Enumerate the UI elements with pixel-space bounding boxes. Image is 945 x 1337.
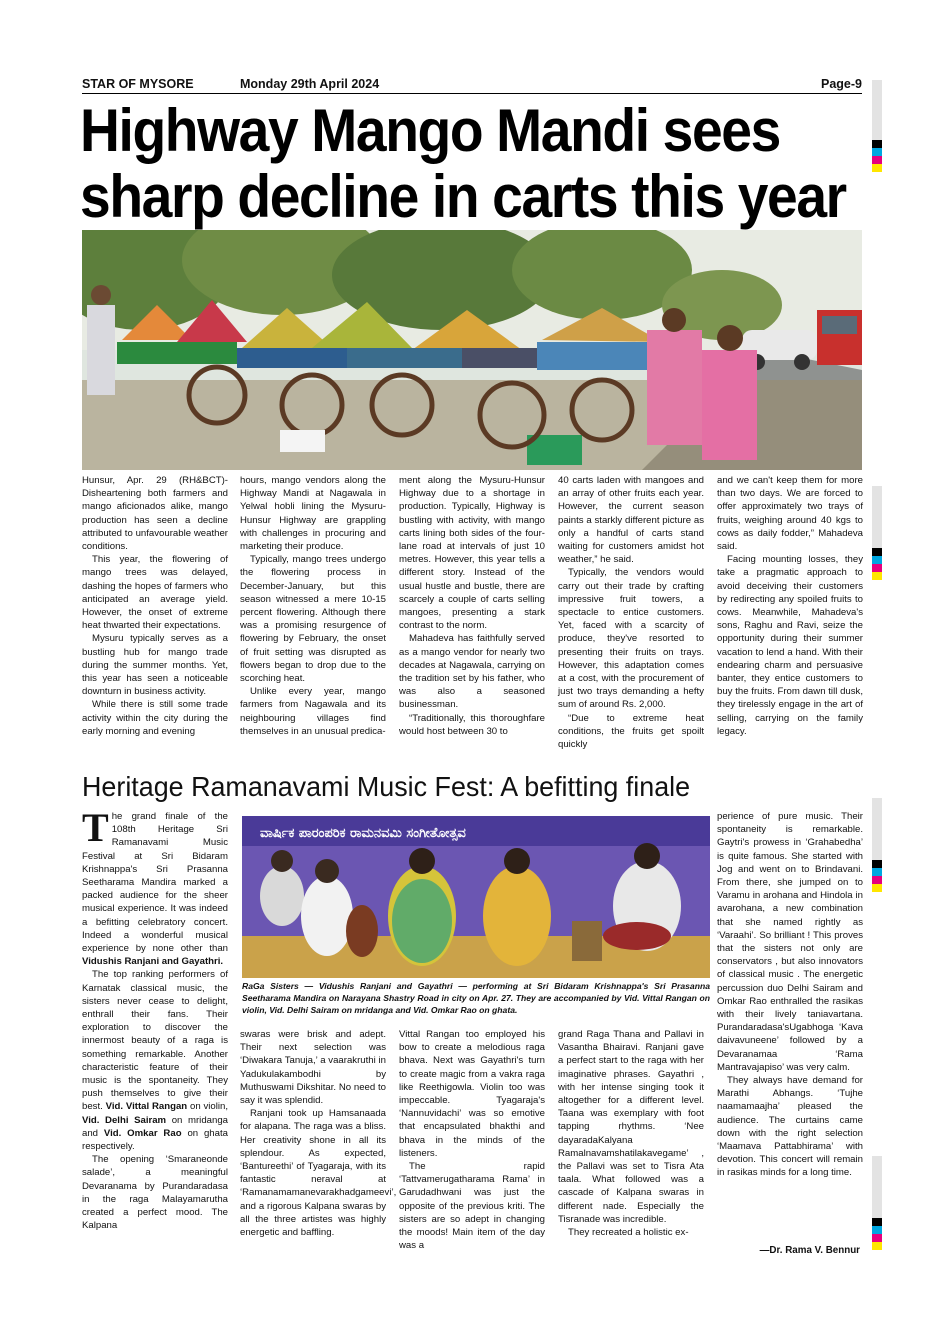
registration-bar-2 <box>872 486 882 580</box>
article1-paragraph: “Traditionally, this thoroughfare would host between 30 to <box>399 712 545 737</box>
registration-bar-4 <box>872 1156 882 1250</box>
article2-paragraph: swaras were brisk and adept. Their next selection was ‘Diwakara Tanuja,’ a vaarakruthi in Yadukulakambodhi by Muthuswami Dikshitar. No need to say it was splendid. <box>240 1029 386 1107</box>
article1-paragraph: While there is still some trade activity within the city during the early morning and evening <box>82 699 228 737</box>
article2-column-3 <box>399 1028 545 1252</box>
article2-column-5 <box>717 810 863 1180</box>
article1-paragraph: ment along the Mysuru-Hunsur Highway due to a shortage in production. Typically, Highway is bustling with activity, with mango carts lining both sides of the four-lane road at intervals of just 10 metres. However, this year tells a different story. Instead of the usual hustle and bustle, there are scarcely a couple of carts selling mangoes, presenting a stark contrast to the norm. <box>399 475 545 632</box>
article1-paragraph: Facing mounting losses, they take a pragmatic approach to avoid deceiving their customers by redirecting any spoiled fruits to cows. Meanwhile, Mahadeva's sons, Raghu and Ravi, seize the opportunity during their summer vacation to lend a hand. With their endearing charm and persuasive banter, they entice customers to buy the fruits. From dawn till dusk, they tirelessly engage in the art of selling, carrying on the family legacy. <box>717 554 863 737</box>
article2-paragraph: perience of pure music. Their spontaneity is remarkable. Gaytri's prowess in ‘Grahabedha’ is quite famous. She started with Jog and went on to Brindavani. From there, she jumped on to Varamu in arohana and Hindola in avarohana, a new combination that she named rightly as ‘Varaahi’. So brilliant ! This proves that the sisters not only are conservators , but also innovators of classical music . The energetic percussion duo Delhi Sairam and Omkar Rao enthralled the rasikas with their lively taniavartana. Purandaradasa'sUgabhoga ‘Kava daivavuneene’ followed by a Devaranamaa ‘Rama Mantravajapiso’ was very calm. <box>717 811 863 1073</box>
page-header <box>82 76 862 94</box>
article2-column-4 <box>558 1028 704 1239</box>
article2-paragraph: They recreated a holistic ex- <box>568 1227 689 1239</box>
article1-column-3 <box>399 474 545 738</box>
article2-paragraph: They always have demand for Marathi Abhangs. ‘Tujhe naamamaajha’ pleased the audience. The curtains came down with the right selection ‘Maamava Pattabhirama’ with devotion. This concert will remain in rasikas minds for a long time. <box>717 1075 863 1179</box>
article2-paragraph: Ranjani took up Hamsanaada for alapana. The raga was a bliss. Her creativity shone in all its splendour. As expected, ‘Bantureethi’ of Tyagaraja, with its fantastic neraval at ‘Ramanamamanevarakhadgameevi’, and a rigorous Kalpana swaras by all the three artistes was highly energetic and baffling. <box>240 1108 397 1239</box>
article1-paragraph: Mysuru typically serves as a bustling hub for mango trade during the summer months. Yet, this year has seen a noticeable downturn in business activity. <box>82 633 228 698</box>
article1-paragraph: Unlike every year, mango farmers from Nagawala and its neighbouring villages find themselves in an unusual predica- <box>240 686 386 737</box>
registration-bar-3 <box>872 798 882 892</box>
article1-paragraph: Typically, mango trees undergo the flowering process in December-January, but this season witnessed a mere 10-15 percent flowering. Although there was a promising resurgence of flowering by February, the onset of fruit setting was disrupted as flowers began to drop due to the scorching heat. <box>240 554 386 685</box>
article1-paragraph: 40 carts laden with mangoes and an array of other fruits each year. However, the current season paints a starkly different picture as only a handful of carts stand waiting for customers amidst hot weather,” he said. <box>558 475 704 566</box>
article2-column-1 <box>82 805 228 1233</box>
article1-paragraph: This year, the flowering of mango trees was delayed, dashing the hopes of farmers who anticipated an average yield. However, the onset of extreme heat thwarted their expectations. <box>82 554 228 632</box>
article2-headline: Heritage Ramanavami Music Fest: A befitting finale <box>82 771 691 802</box>
article1-column-4 <box>558 474 704 751</box>
article1-headline-line2: sharp decline in carts this year <box>80 163 846 230</box>
article2-paragraph: grand Raga Thana and Pallavi in Vasantha Bhairavi. Ranjani gave a perfect start to the raga with her imaginative phrases. Gayathri , with her intense singing took it altogether for a different level. Taana was exemplary with foot tapping rhythms. ‘Nee dayaradaKalyana Ramalnavamshatilakavegame’ , the Pallavi was set to Tisra Ata taala. What followed was a cascade of Kalpana swaras in different nade. Especially the Tisranade was incredible. <box>558 1029 704 1225</box>
concert-stage-illustration <box>242 816 710 978</box>
article2-paragraph: The top ranking performers of Karnatak classical music, the sisters never cease to delight, enthrall their fans. Their exploration to discover the innermost beauty of a raga is something remarkable. Another characteristic feature of their music is the spontaneity. They push themselves to give their best. Vid. Vittal Rangan on violin, Vid. Delhi Sairam on mridanga and Vid. Omkar Rao on ghata respectively. <box>82 969 228 1153</box>
registration-bar-1 <box>872 80 882 172</box>
drop-cap: T <box>82 805 109 850</box>
publication-name: STAR OF MYSORE <box>82 77 194 91</box>
article2-byline: —Dr. Rama V. Bennur <box>759 1245 860 1256</box>
article1-paragraph: hours, mango vendors along the Highway Mandi at Nagawala in Yelwal hobli lining the Mysuru-Hunsur Highway are grappling with challenges in procuring and marketing their produce. <box>240 475 386 553</box>
article1-column-5 <box>717 474 863 738</box>
article1-paragraph: Typically, the vendors would carry out their trade by crafting impressive fruit towers, a spectacle to entice customers. Yet, faced with a scarcity of produce, they've resorted to presenting their fruits on trays. However, this adaptation comes at a cost, with the procurement of just two trays demanding a hefty sum of around Rs. 2,000. <box>558 567 704 711</box>
article1-paragraph: “Due to extreme heat conditions, the fruits get spoilt quickly <box>558 712 704 751</box>
concert-photo-caption: RaGa Sisters — Vidushis Ranjani and Gayathri — performing at Sri Bidaram Krishnappa's Sri Prasanna Seetharama Mandira on Narayana Shastry Road in city on Apr. 27. They are accompanied by Vid. Vittal Rangan on violin, Vid. Delhi Sairam on mridanga and Vid. Omkar Rao on ghata. <box>242 981 710 1015</box>
performer-names: Vidushis Ranjani and Gayathri. <box>82 956 224 968</box>
stage-banner-text: ವಾರ್ಷಿಕ ಪಾರಂಪರಿಕ ರಾಮನವಮಿ ಸಂಗೀತೋತ್ಸವ <box>260 826 466 841</box>
article1-headline-line1: Highway Mango Mandi sees <box>80 97 780 164</box>
article1-column-1 <box>82 474 228 738</box>
article2-lead-paragraph: The grand finale of the 108th Heritage Sri Ramanavami Music Festival at Sri Bidaram Krishnappa's Sri Prasanna Seetharama Mandira marked a packed audience for the sheer musical experience. It was indeed a befitting celebratory concert. Indeed a wonderful musical experience by none other than Vidushis Ranjani and Gayathri. <box>82 805 228 968</box>
issue-date: Monday 29th April 2024 <box>240 77 380 91</box>
article2-column-2 <box>240 1028 397 1239</box>
article1-paragraph: and we can't keep them for more than two days. We are forced to offer approximately two trays of fruits, weighing around 40 kgs to cows as daily fodder,” Mahadeva said. <box>717 475 863 553</box>
article2-paragraph: The rapid ‘Tattvamerugatharama Rama’ in Garudadhwani was just the opposite of the previous kriti. The sisters are so adept in changing the moods! Main item of the day was a <box>399 1161 545 1252</box>
article1-paragraph: Mahadeva has faithfully served as a mango vendor for nearly two decades at Nagawala, carrying on the tradition set by his father, who was also a seasoned businessman. <box>399 633 545 711</box>
article2-paragraph: The opening ‘Smaraneonde salade’, a meaningful Devaranama by Purandaradasa in the raga Malayamarutha created a perfect mood. The Kalpana <box>82 1154 228 1232</box>
article1-column-2 <box>240 474 386 738</box>
mango-mandi-photo <box>82 230 862 470</box>
article2-paragraph: Vittal Rangan too employed his bow to create a melodious raga bhava. Next was Gayathri's turn to create magic from a vakra raga like Reethigowla. Violin too was impeccable. Tyagaraja's ‘Nannuvidachi’ was so emotive that encapsulated bhakthi and bhava in the minds of the listeners. <box>399 1029 545 1159</box>
page-number: Page-9 <box>821 77 862 91</box>
article1-paragraph: Hunsur, Apr. 29 (RH&BCT)- Disheartening both farmers and mango aficionados alike, mango production has seen a decline attributed to unfavourable weather conditions. <box>82 475 228 553</box>
concert-photo <box>242 816 710 978</box>
mango-carts-illustration <box>82 230 862 470</box>
